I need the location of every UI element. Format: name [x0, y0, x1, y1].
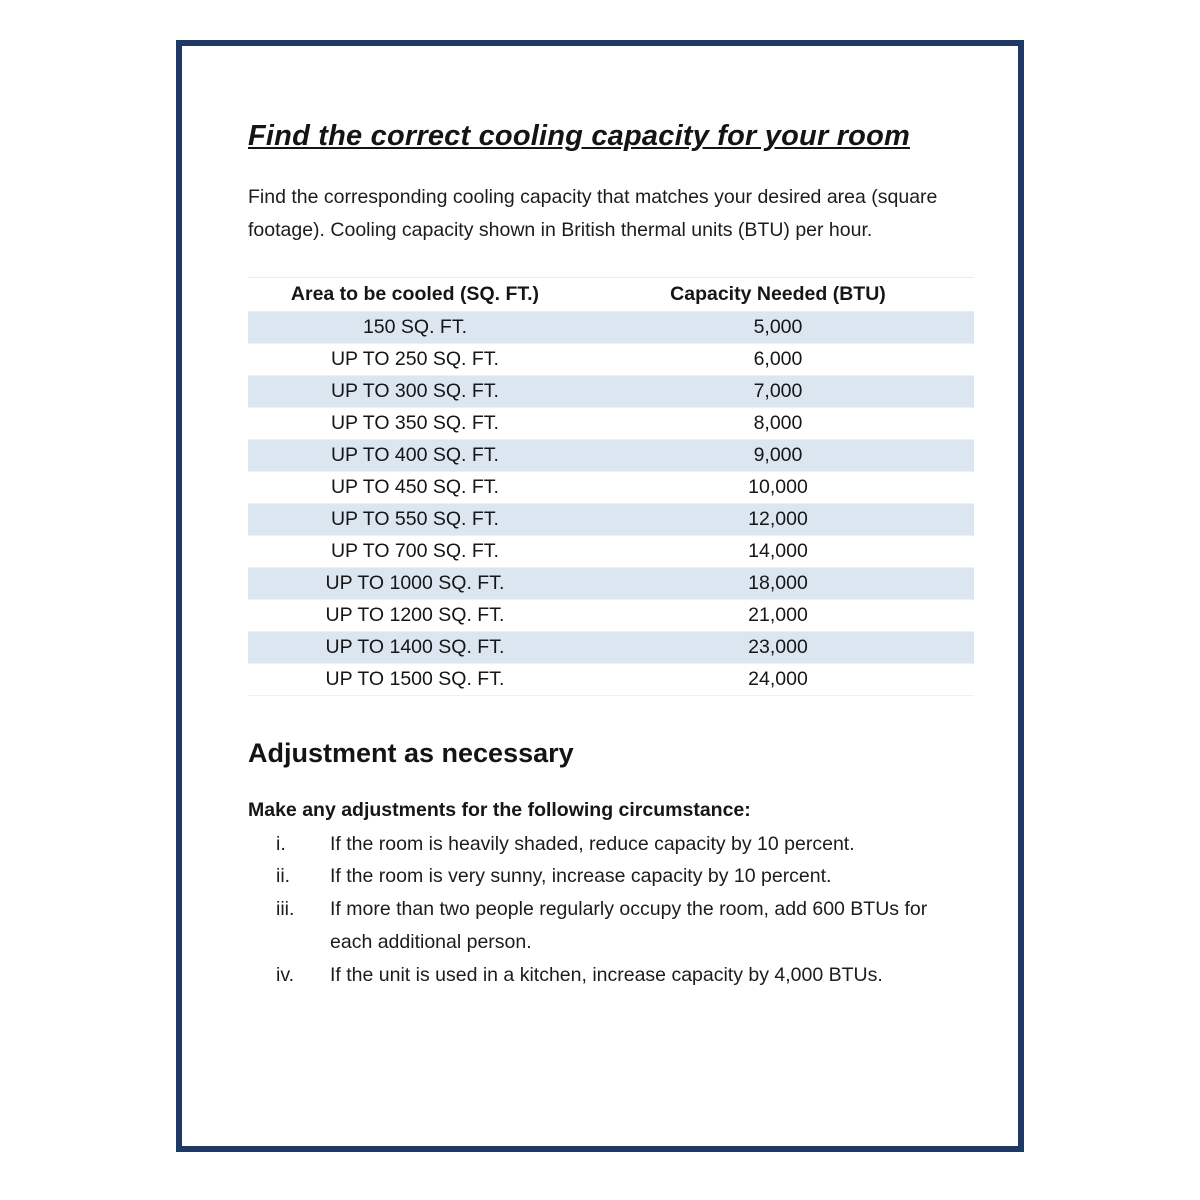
capacity-table	[248, 277, 974, 696]
area-cell: UP TO 550 SQ. FT.	[248, 503, 582, 535]
list-item	[248, 860, 968, 893]
btu-cell: 7,000	[582, 375, 974, 407]
table-row	[248, 503, 974, 535]
table-header-area: Area to be cooled (SQ. FT.)	[248, 277, 582, 311]
btu-cell: 12,000	[582, 503, 974, 535]
btu-cell: 9,000	[582, 439, 974, 471]
area-cell: UP TO 700 SQ. FT.	[248, 535, 582, 567]
table-row	[248, 535, 974, 567]
table-row	[248, 439, 974, 471]
list-marker: iv.	[276, 963, 295, 986]
btu-cell: 6,000	[582, 343, 974, 375]
area-cell: UP TO 300 SQ. FT.	[248, 375, 582, 407]
table-row	[248, 311, 974, 343]
adjustments-heading: Adjustment as necessary	[248, 737, 574, 768]
list-text: If the room is heavily shaded, reduce capacity by 10 percent.	[330, 832, 855, 855]
list-text: If the unit is used in a kitchen, increase capacity by 4,000 BTUs.	[330, 963, 883, 986]
area-cell: 150 SQ. FT.	[248, 311, 582, 343]
adjustments-lead: Make any adjustments for the following circumstance:	[248, 798, 751, 821]
table-row	[248, 567, 974, 599]
table-row	[248, 407, 974, 439]
area-cell: UP TO 1000 SQ. FT.	[248, 567, 582, 599]
area-cell: UP TO 1200 SQ. FT.	[248, 599, 582, 631]
btu-cell: 24,000	[582, 663, 974, 695]
btu-cell: 10,000	[582, 471, 974, 503]
table-row	[248, 663, 974, 695]
list-item	[248, 959, 968, 992]
list-item	[248, 893, 968, 959]
table-row	[248, 343, 974, 375]
capacity-table-body	[248, 311, 974, 695]
area-cell: UP TO 450 SQ. FT.	[248, 471, 582, 503]
area-cell: UP TO 1400 SQ. FT.	[248, 631, 582, 663]
list-text: If the room is very sunny, increase capacity by 10 percent.	[330, 865, 832, 888]
table-row	[248, 375, 974, 407]
btu-cell: 23,000	[582, 631, 974, 663]
page-title: Find the correct cooling capacity for your room	[248, 120, 910, 152]
btu-cell: 18,000	[582, 567, 974, 599]
area-cell: UP TO 250 SQ. FT.	[248, 343, 582, 375]
list-marker: ii.	[276, 865, 291, 888]
btu-cell: 21,000	[582, 599, 974, 631]
area-cell: UP TO 350 SQ. FT.	[248, 407, 582, 439]
list-marker: i.	[276, 832, 286, 855]
table-row	[248, 631, 974, 663]
table-header-row	[248, 277, 974, 311]
list-item	[248, 828, 968, 861]
list-text: If more than two people regularly occupy the room, add 600 BTUs for each additional person.	[330, 898, 928, 953]
table-row	[248, 599, 974, 631]
document-content	[182, 46, 1018, 991]
btu-cell: 5,000	[582, 311, 974, 343]
table-row	[248, 471, 974, 503]
intro-paragraph: Find the corresponding cooling capacity that matches your desired area (square footage). Cooling capacity shown in British thermal units (BTU) per hour.	[248, 186, 938, 241]
table-header-btu: Capacity Needed (BTU)	[582, 277, 974, 311]
btu-cell: 8,000	[582, 407, 974, 439]
btu-cell: 14,000	[582, 535, 974, 567]
area-cell: UP TO 1500 SQ. FT.	[248, 663, 582, 695]
list-marker: iii.	[276, 898, 295, 920]
adjustment-list	[248, 828, 968, 992]
area-cell: UP TO 400 SQ. FT.	[248, 439, 582, 471]
document-page	[176, 40, 1024, 1152]
